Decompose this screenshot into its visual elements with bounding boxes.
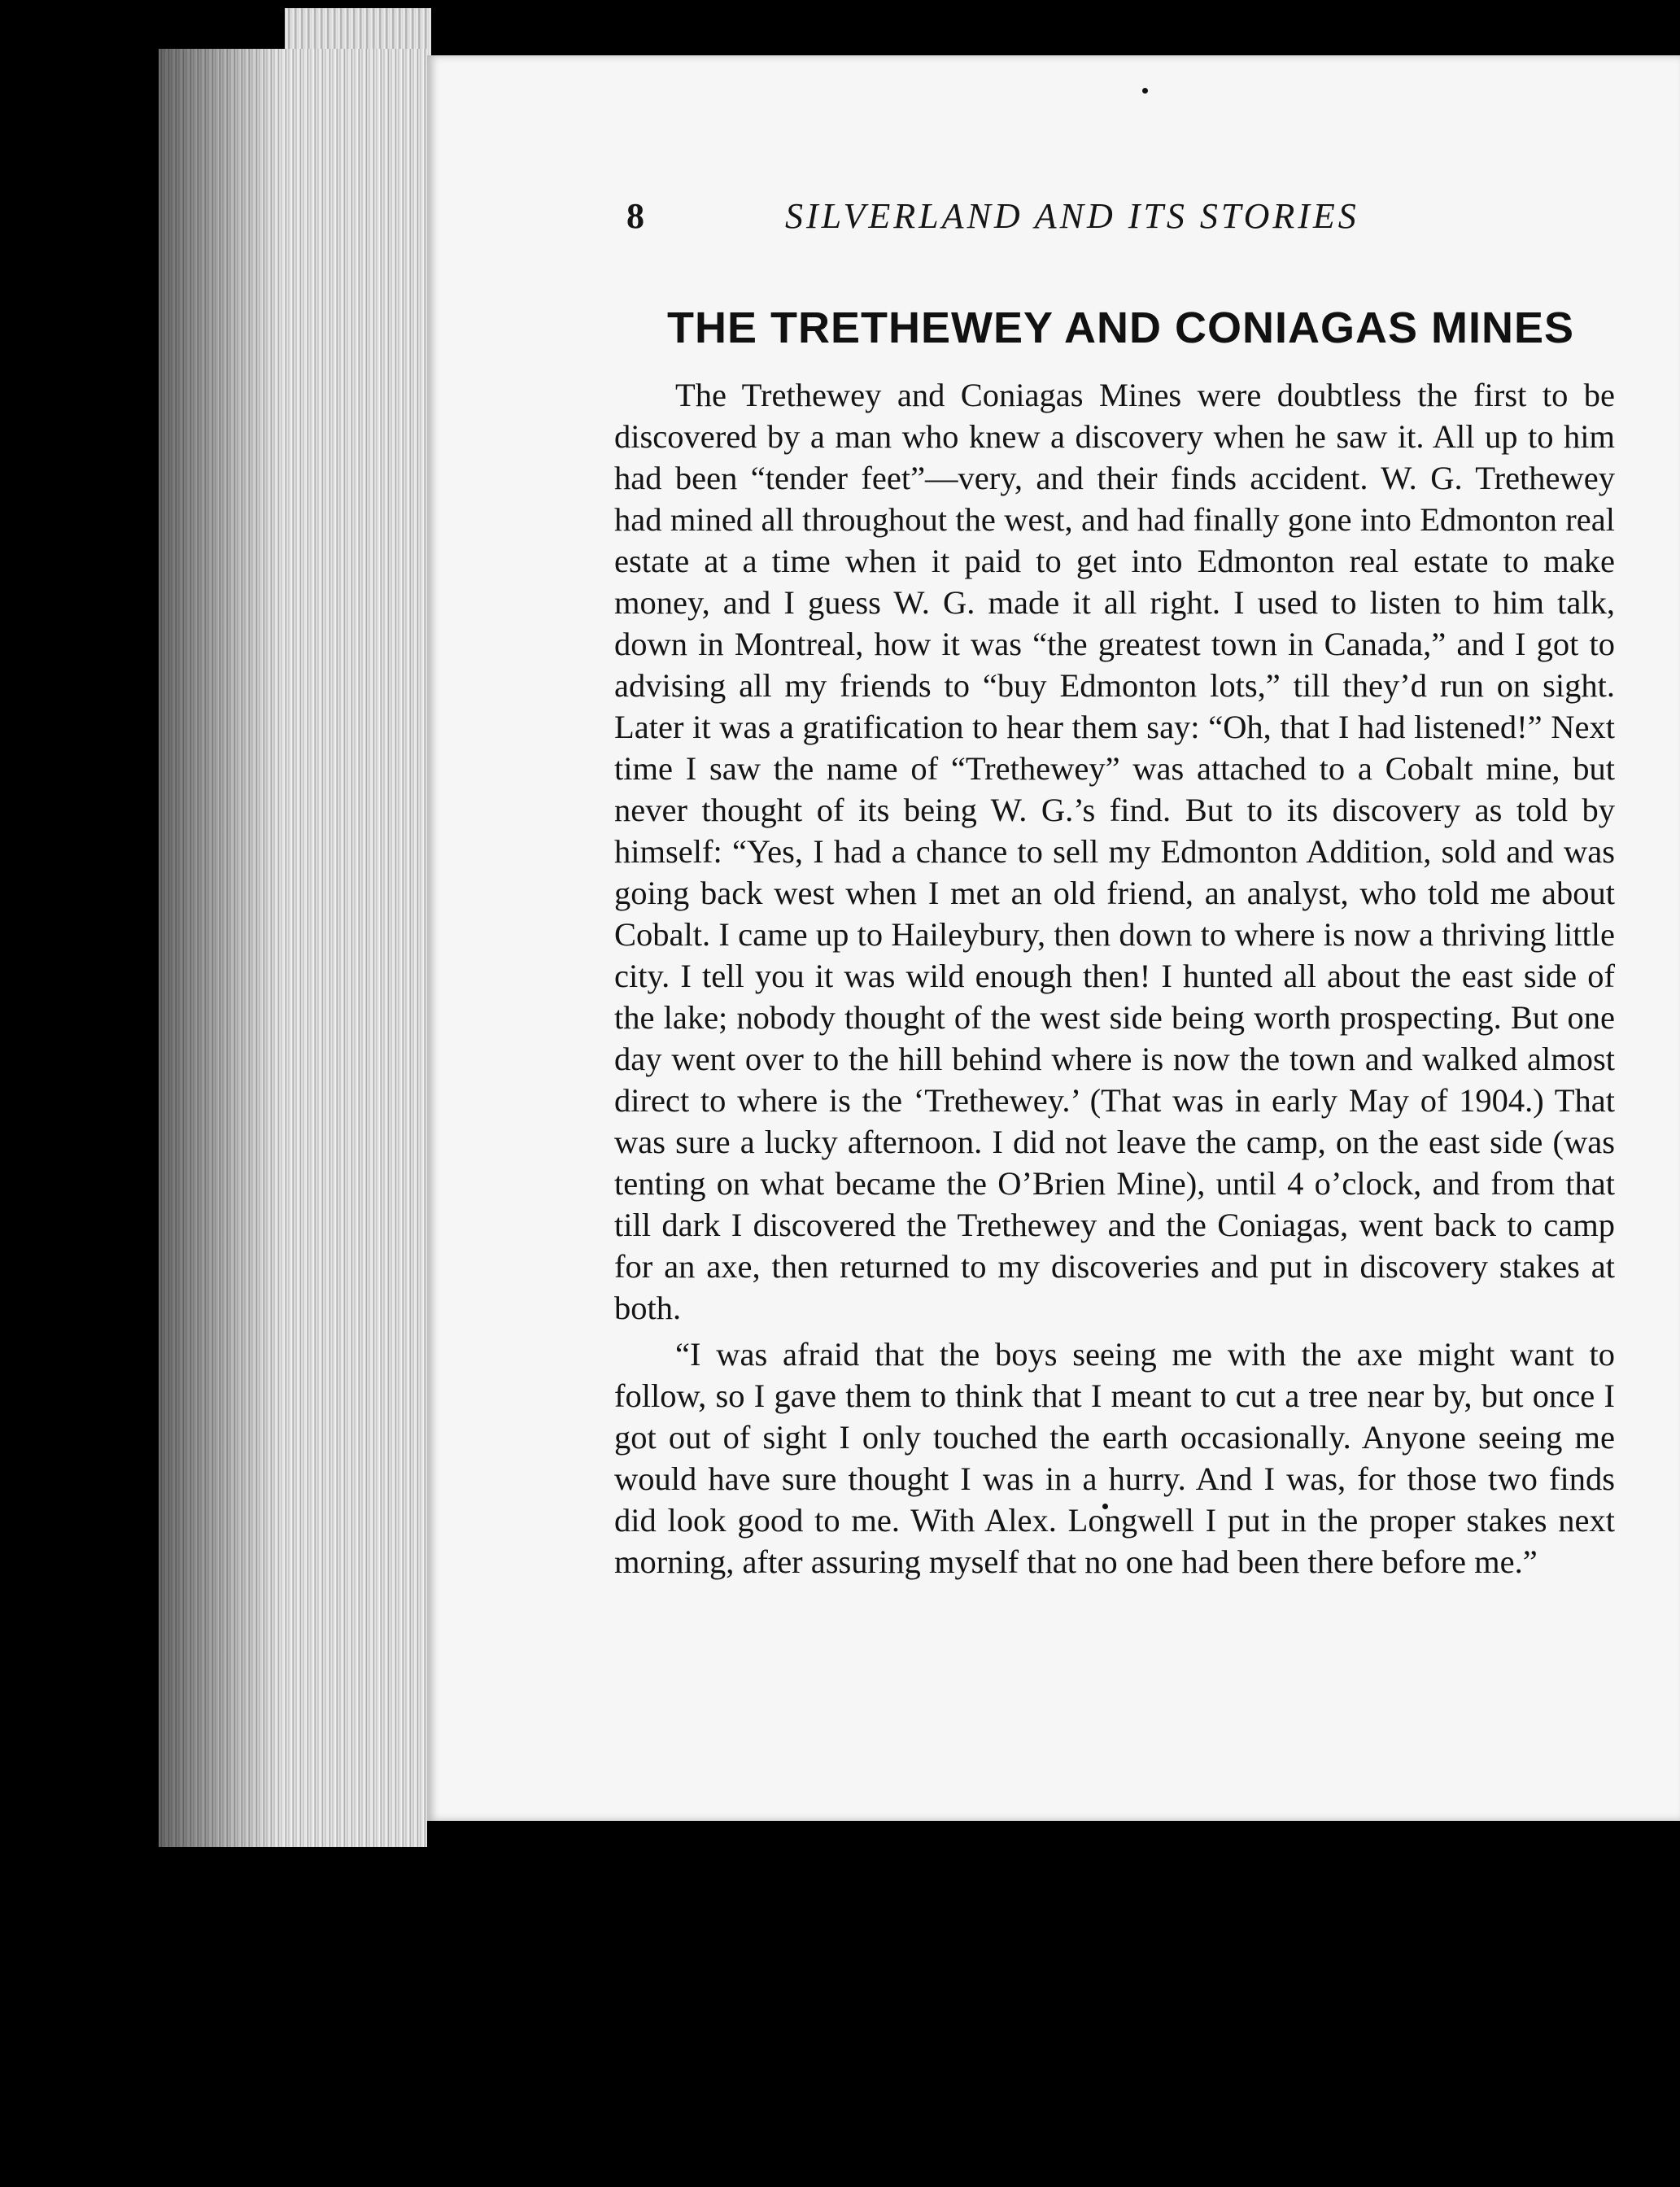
paragraph: The Trethewey and Coniagas Mines were doubtless the first to be discovered by a man who knew a discovery when he saw it. All up to him had been “tender feet”—very, and their finds accident. W. G. Trethewey had mined all throughout the west, and had finally gone into Edmonton real estate at a time when it paid to get into Edmonton real estate to make money, and I guess W. G. made it all right. I used to listen to him talk, down in Montreal, how it was “the greatest town in Canada,” and I got to advising all my friends to “buy Edmonton lots,” till they’d run on sight. Later it was a gratification to hear them say: “Oh, that I had listened!” Next time I saw the name of “Trethewey” was attached to a Cobalt mine, but never thought of its being W. G.’s find. But to its discovery as told by himself: “Yes, I had a chance to sell my Edmonton Addition, sold and was going back west when I met an old friend, an analyst, who told me about Cobalt. I came up to Haileybury, then down to where is now a thriving little city. I tell you it was wild enough then! I hunted all about the east side of the lake; nobody thought of the west side being worth prospecting. But one day went over to the hill behind where is now the town and walked almost direct to where is the ‘Trethewey.’ (That was in early May of 1904.) That was sure a lucky afternoon. I did not leave the camp, on the east side (was tenting on what became the O’Brien Mine), until 4 o’clock, and from that till dark I discovered the Trethewey and the Coniagas, went back to camp for an axe, then returned to my discoveries and put in discovery stakes at both.	[614, 377, 1615, 1326]
chapter-title: THE TRETHEWEY AND CONIAGAS MINES	[667, 303, 1575, 352]
running-head: SILVERLAND AND ITS STORIES	[785, 196, 1359, 236]
paragraph: “I was afraid that the boys seeing me with the axe might want to follow, so I gave them to think that I meant to cut a tree near by, but once I got out of sight I only touched the earth occasionally. Anyone seeing me would have sure thought I was in a hurry. And I was, for those two finds did look good to me. With Alex. Longwell I put in the proper stakes next morning, after assuring myself that no one had been there before me.”	[614, 1336, 1615, 1580]
body-text	[614, 374, 1615, 1582]
page-edges-shadow	[159, 49, 281, 1847]
page-number: 8	[626, 196, 644, 236]
speck-mark	[1142, 88, 1148, 94]
page-header	[626, 195, 1505, 252]
